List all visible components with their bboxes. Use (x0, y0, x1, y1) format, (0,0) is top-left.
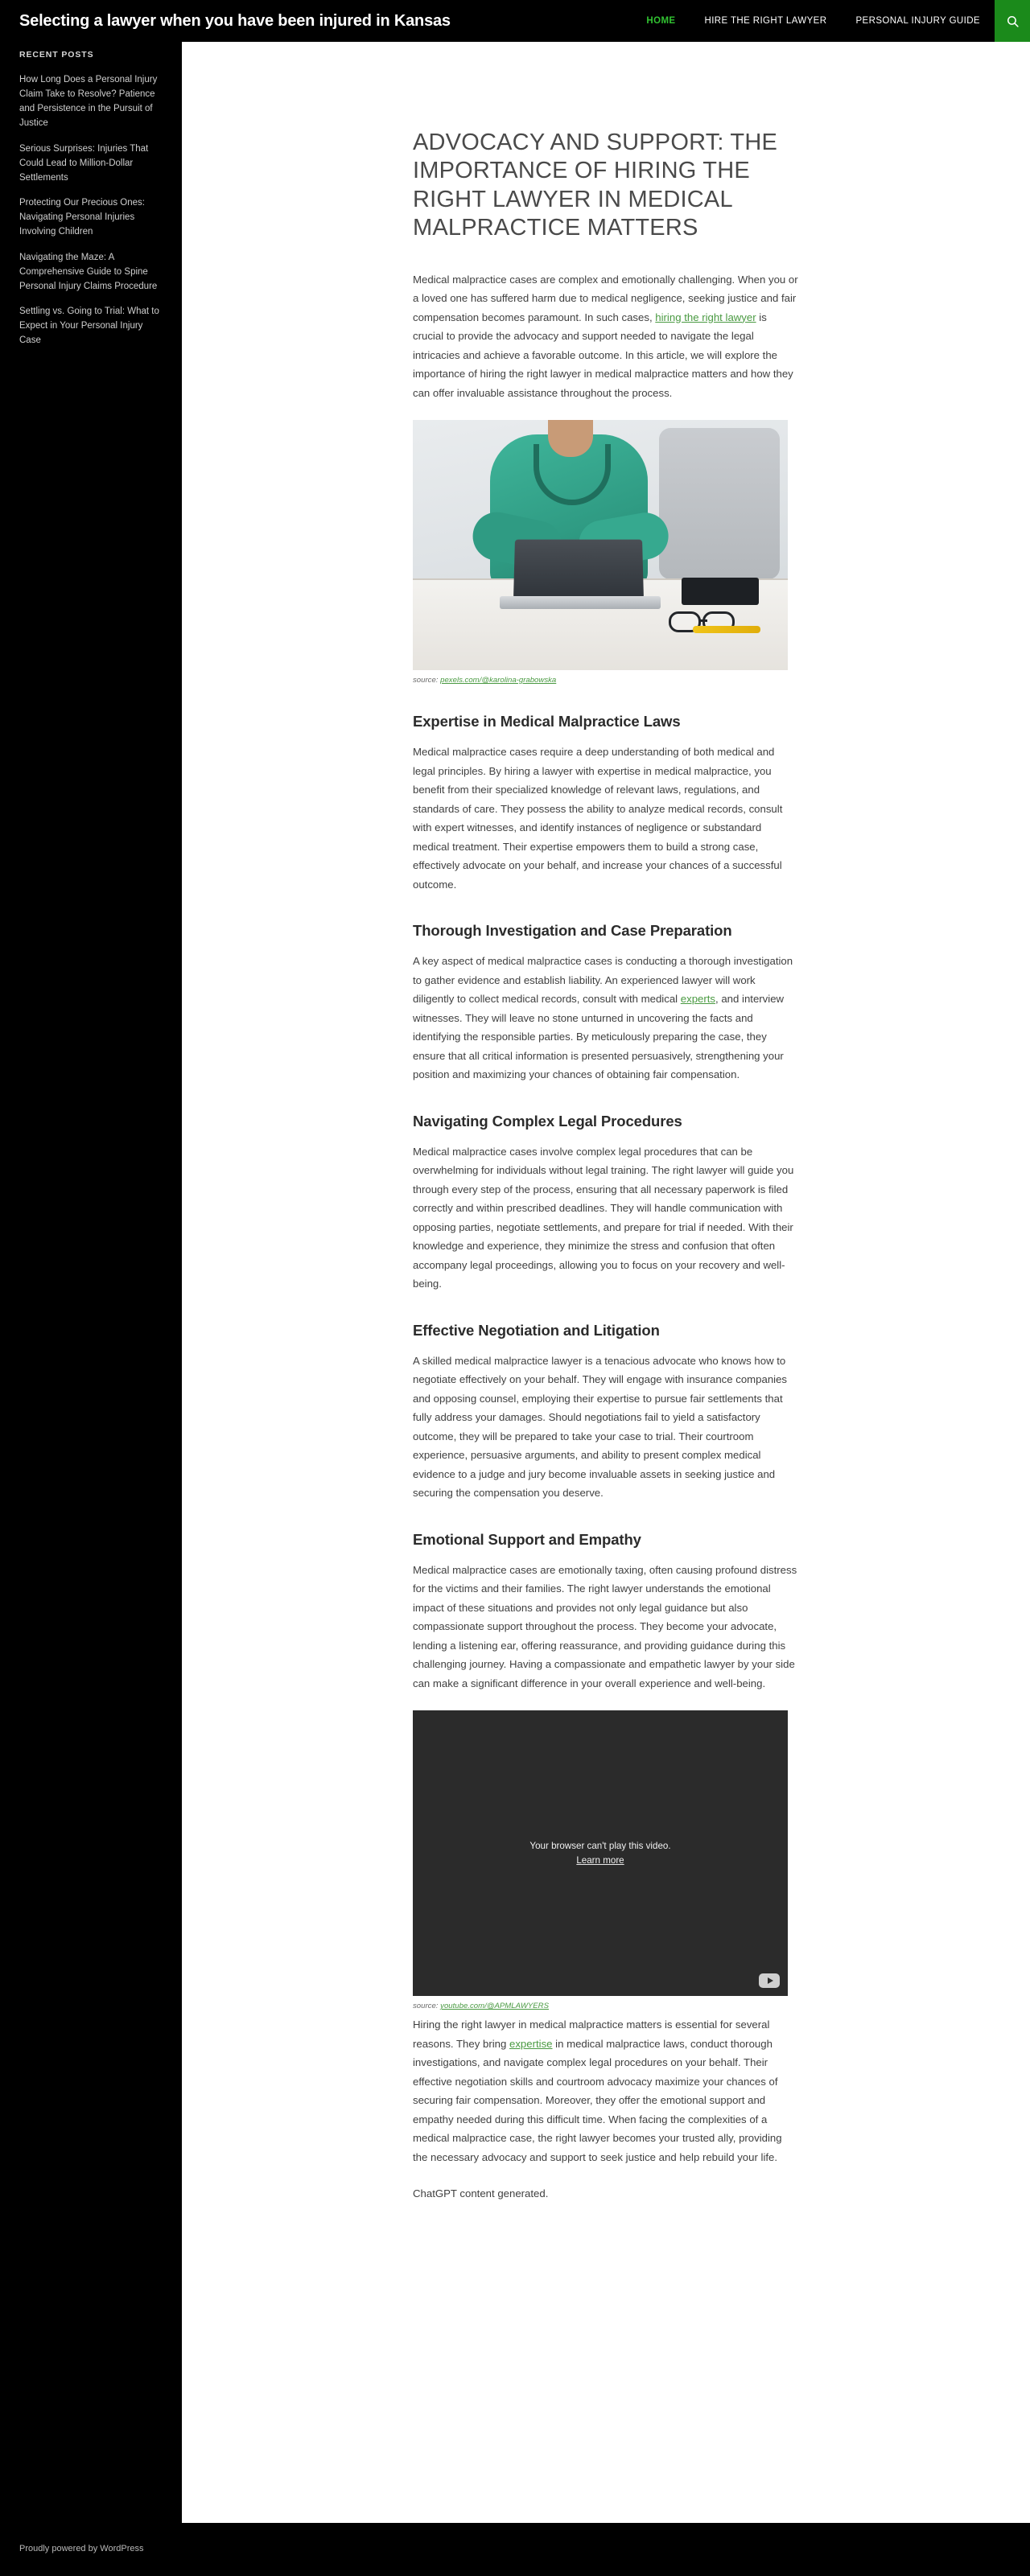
conclusion-text-part-1: Hiring the right lawyer in medical malpractice matters is essential for several reasons. They bring (413, 2018, 770, 2050)
investigation-text-part-1: A key aspect of medical malpractice cases is conducting a thorough investigation to gather evidence and establish liability. An experienced lawyer will work diligently to collect medical records, consult with medical (413, 955, 793, 1006)
site-title[interactable]: Selecting a lawyer when you have been injured in Kansas (19, 11, 451, 30)
content-column (182, 42, 1030, 2536)
list-item (19, 250, 164, 294)
article-video-figure (413, 1710, 788, 2010)
video-caption-prefix: source: (413, 2002, 441, 2011)
video-error-message (413, 1839, 788, 1868)
section-body-investigation (413, 952, 799, 1084)
recent-posts-list (19, 72, 164, 348)
section-body-negotiation: A skilled medical malpractice lawyer is a tenacious advocate who knows how to negotiate effectively on your behalf. They will engage with insurance companies and opposing counsel, employing their expertise to pursue fair settlements that fully address your damages. Should negotiations fail to yield a satisfactory outcome, they will be prepared to take your case to trial. Their courtroom experience, persuasive arguments, and ability to present complex medical evidence to a judge and jury become invaluable assets in seeking justice and securing the compensation you deserve. (413, 1354, 788, 1500)
section-body-legal-procedures: Medical malpractice cases involve complex legal procedures that can be overwhelming for individuals without legal training. The right lawyer will guide you through every step of the process, ensuring that all necessary paperwork is filed correctly and within prescribed deadlines. They will handle communication with opposing parties, negotiate settlements, and prepare for trial if needed. With their knowledge and experience, they minimize the stress and confusion that often accompany legal proceedings, allowing you to focus on your recovery and well-being. (413, 1145, 794, 1290)
image-source-link[interactable]: pexels.com/@karolina-grabowska (440, 676, 557, 685)
play-triangle-icon (768, 1977, 773, 1984)
list-item (19, 195, 164, 239)
section-heading-expertise: Expertise in Medical Malpractice Laws (413, 713, 681, 730)
video-caption (413, 2002, 788, 2010)
list-item (19, 142, 164, 185)
wordpress-credit-link[interactable]: Proudly powered by WordPress (19, 2544, 144, 2553)
chair-shape (659, 428, 780, 579)
section-body-emotional-support: Medical malpractice cases are emotionally taxing, often causing profound distress for the victims and their families. The right lawyer understands the emotional impact of these situations and provides not only legal guidance but also compassionate support throughout the process. They become your advocate, lending a listening ear, offering reassurance, and providing guidance during this challenging journey. Having a compassionate and empathetic lawyer by your side can make a significant difference in your overall experience and well-being. (413, 1563, 797, 1689)
video-error-text: Your browser can't play this video. (529, 1840, 671, 1851)
image-caption-prefix: source: (413, 676, 441, 685)
section-heading-investigation: Thorough Investigation and Case Preparation (413, 922, 732, 940)
list-item (19, 72, 164, 131)
article-image-figure (413, 420, 788, 685)
section-heading-legal-procedures: Navigating Complex Legal Procedures (413, 1112, 682, 1130)
laptop-screen-shape (513, 540, 644, 599)
site-footer (0, 2523, 1030, 2576)
sidebar-post-link-5[interactable]: Settling vs. Going to Trial: What to Expect in Your Personal Injury Case (19, 307, 159, 346)
conclusion-text-part-2: in medical malpractice laws, conduct thorough investigations, and navigate complex legal procedures on your behalf. Their effective negotiation skills and courtroom advocacy maximize your chances of securing fair compensation. Moreover, they offer the emotional support and empathy needed during this difficult time. When facing the complexities of a medical malpractice case, the right lawyer becomes your trusted ally, providing the necessary advocacy and support to seek justice and help rebuild your life. (413, 2037, 782, 2163)
primary-navigation (632, 0, 1030, 42)
list-item (19, 304, 164, 348)
hiring-the-right-lawyer-link[interactable]: hiring the right lawyer (655, 311, 756, 323)
investigation-text-part-2: , and interview witnesses. They will leave no stone unturned in uncovering the facts and identifying the responsible parties. By meticulously preparing the case, they ensure that all critical information is presented persuasively, strengthening your position and maximizing your chances of obtaining fair compensation. (413, 993, 785, 1081)
expertise-link[interactable]: expertise (509, 2037, 553, 2050)
nav-item-hire-the-right-lawyer[interactable]: HIRE THE RIGHT LAWYER (704, 16, 827, 26)
youtube-play-icon[interactable] (759, 1973, 780, 1988)
section-heading-negotiation: Effective Negotiation and Litigation (413, 1321, 660, 1339)
sidebar (0, 42, 182, 391)
laptop-base-shape (500, 596, 661, 609)
page-layout (0, 42, 1030, 2536)
nav-list (632, 0, 995, 42)
search-icon (1006, 14, 1020, 28)
glasses-bridge (699, 619, 707, 622)
sidebar-post-link-3[interactable]: Protecting Our Precious Ones: Navigating Personal Injuries Involving Children (19, 198, 145, 237)
article (413, 42, 799, 2204)
search-toggle-button[interactable] (995, 0, 1030, 42)
section-body-expertise: Medical malpractice cases require a deep understanding of both medical and legal principles. By hiring a lawyer with expertise in medical malpractice, you benefit from their specialized knowledge of relevant laws, regulations, and standards of care. They possess the ability to analyze medical records, consult with expert witnesses, and identify instances of negligence or substandard medical treatment. Their expertise empowers them to build a strong case, effectively advocate on your behalf, and increase your chances of a successful outcome. (413, 746, 783, 891)
notebook-shape (682, 578, 759, 605)
doctor-at-laptop-photo (413, 420, 788, 670)
signature-paragraph: ChatGPT content generated. (413, 2187, 549, 2200)
pen-shape (693, 626, 760, 633)
sidebar-post-link-2[interactable]: Serious Surprises: Injuries That Could Lead to Million-Dollar Settlements (19, 143, 149, 183)
video-learn-more-link[interactable]: Learn more (576, 1854, 624, 1866)
section-heading-emotional-support: Emotional Support and Empathy (413, 1530, 641, 1548)
site-header (0, 0, 1030, 42)
nav-item-home[interactable]: HOME (646, 16, 676, 26)
image-caption (413, 676, 788, 685)
widget-title-recent-posts: RECENT POSTS (19, 50, 94, 60)
video-source-link[interactable]: youtube.com/@APMLAWYERS (440, 2002, 550, 2011)
page-title: ADVOCACY AND SUPPORT: THE IMPORTANCE OF HIRING THE RIGHT LAWYER IN MEDICAL MALPRACTICE MATTERS (413, 130, 778, 241)
sidebar-post-link-1[interactable]: How Long Does a Personal Injury Claim Take to Resolve? Patience and Persistence in the Pursuit of Justice (19, 75, 158, 129)
nav-item-personal-injury-guide[interactable]: PERSONAL INJURY GUIDE (855, 16, 980, 26)
sidebar-post-link-4[interactable]: Navigating the Maze: A Comprehensive Guide to Spine Personal Injury Claims Procedure (19, 252, 158, 291)
intro-text-part-2: is crucial to provide the advocacy and support needed to navigate the legal intricacies and achieve a favorable outcome. In this article, we will explore the importance of hiring the right lawyer in medical malpractice matters and how they can offer invaluable assistance throughout the process. (413, 311, 793, 399)
experts-link[interactable]: experts (680, 993, 716, 1006)
intro-paragraph (413, 270, 799, 403)
conclusion-paragraph (413, 2015, 799, 2167)
video-player[interactable] (413, 1710, 788, 1996)
intro-text-part-1: Medical malpractice cases are complex and emotionally challenging. When you or a loved one has suffered harm due to medical negligence, seeking justice and fair compensation becomes paramount. In such cases, (413, 273, 798, 323)
